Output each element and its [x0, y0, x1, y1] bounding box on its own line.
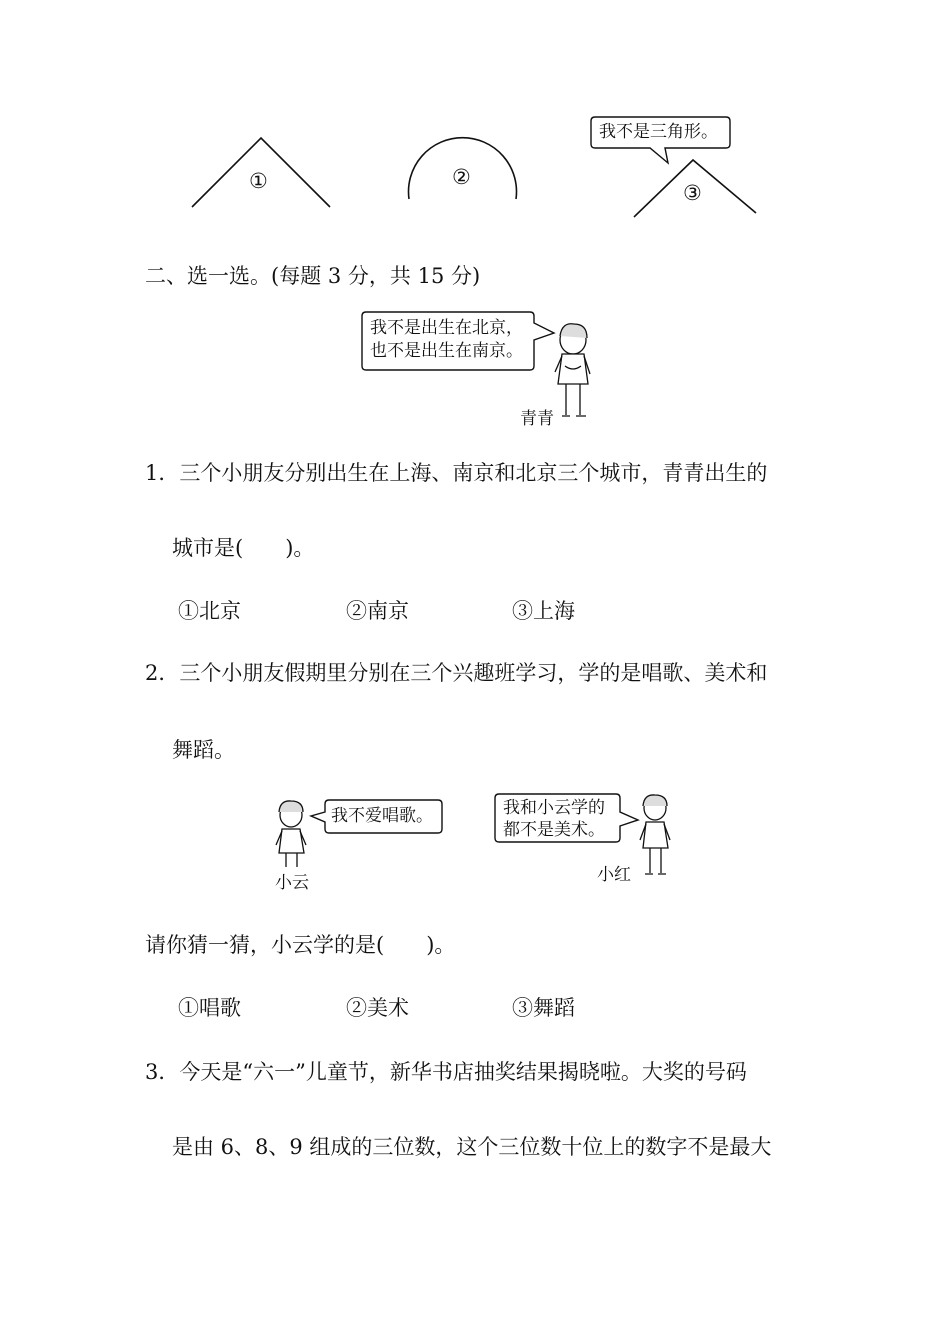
q3-line2: 是由 6、8、9 组成的三位数，这个三位数十位上的数字不是最大: [172, 1135, 772, 1159]
xiaohong-name: 小红: [597, 865, 631, 885]
qingqing-speech-line2: 也不是出生在南京。: [370, 341, 523, 361]
q2-option-1[interactable]: ①唱歌: [178, 996, 241, 1020]
q2-line2: 舞蹈。: [172, 738, 235, 762]
q1-option-2[interactable]: ②南京: [346, 599, 409, 623]
q2-option-3[interactable]: ③舞蹈: [512, 996, 575, 1020]
xiaohong-speech-line1: 我和小云学的: [503, 798, 605, 818]
q1-option-3[interactable]: ③上海: [512, 599, 575, 623]
xiaoyun-speech-text: 我不爱唱歌。: [331, 806, 433, 826]
shape-2-label: ②: [452, 165, 471, 189]
section-heading: 二、选一选。(每题 3 分，共 15 分): [145, 264, 481, 288]
q3-line1: 3．今天是“六一”儿童节，新华书店抽奖结果揭晓啦。大奖的号码: [145, 1060, 747, 1084]
xiaoyun-girl-icon: [276, 801, 306, 867]
xiaohong-girl-icon: [640, 795, 670, 874]
shape-1-label: ①: [249, 169, 268, 193]
qingqing-name: 青青: [520, 409, 554, 429]
q1-line2: 城市是( )。: [172, 536, 315, 560]
q2-line1: 2．三个小朋友假期里分别在三个兴趣班学习，学的是唱歌、美术和: [145, 661, 768, 685]
shape-3-speech-text: 我不是三角形。: [599, 122, 718, 142]
xiaoyun-name: 小云: [275, 873, 309, 893]
q1-line1: 1．三个小朋友分别出生在上海、南京和北京三个城市，青青出生的: [145, 461, 768, 485]
xiaohong-speech-line2: 都不是美术。: [503, 820, 605, 840]
q1-option-1[interactable]: ①北京: [178, 599, 241, 623]
qingqing-speech-line1: 我不是出生在北京，: [370, 318, 523, 338]
q2-prompt: 请你猜一猜，小云学的是( )。: [145, 933, 456, 957]
shape-3-label: ③: [683, 181, 702, 205]
q2-option-2[interactable]: ②美术: [346, 996, 409, 1020]
